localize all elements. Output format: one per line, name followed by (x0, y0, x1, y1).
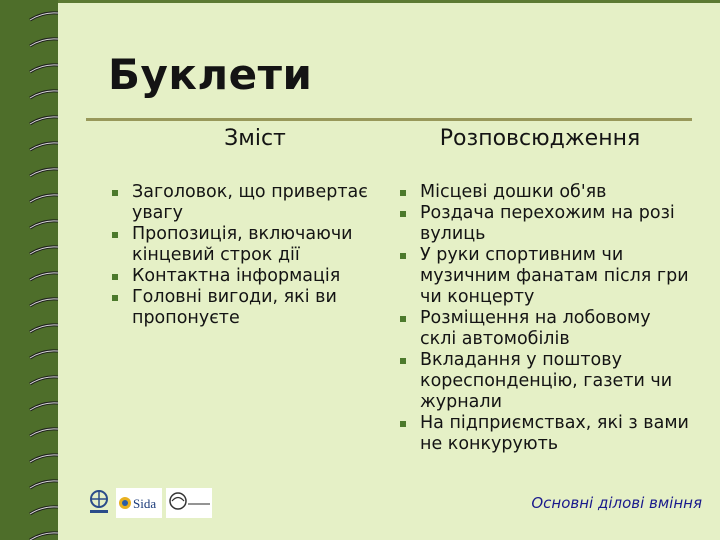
partner-logo-icon (166, 488, 212, 518)
footer-caption: Основні ділові вміння (531, 494, 702, 512)
slide-title: Буклети (108, 50, 313, 99)
list-item: Головні вигоди, які ви пропонуєте (110, 287, 380, 329)
list-item: Пропозиція, включаючи кінцевий строк дії (110, 224, 380, 266)
list-item: На підприємствах, які з вами не конкурують (398, 413, 690, 455)
list-item: Роздача перехожим на розі вулиць (398, 203, 690, 245)
list-item: Вкладання у поштову кореспонденцію, газети чи журнали (398, 350, 690, 413)
list-item: У руки спортивним чи музичним фанатам після гри чи концерту (398, 245, 690, 308)
column-heading-content: Зміст (224, 126, 286, 151)
list-item: Місцеві дошки об'яв (398, 182, 690, 203)
list-item: Заголовок, що привертає увагу (110, 182, 380, 224)
title-divider (86, 118, 692, 121)
list-item: Розміщення на лобовому склі автомобілів (398, 308, 690, 350)
sida-logo (116, 488, 162, 518)
distribution-list (398, 182, 690, 455)
list-item: Контактна інформація (110, 266, 380, 287)
spiral-binding-icon (0, 0, 58, 540)
sponsor-logos (86, 488, 216, 520)
spiral-binding-band (0, 0, 58, 540)
globe-logo-icon (86, 488, 112, 518)
column-heading-distribution: Розповсюдження (439, 126, 641, 151)
sida-logo-text: Sida (133, 496, 157, 511)
content-list (110, 182, 380, 329)
